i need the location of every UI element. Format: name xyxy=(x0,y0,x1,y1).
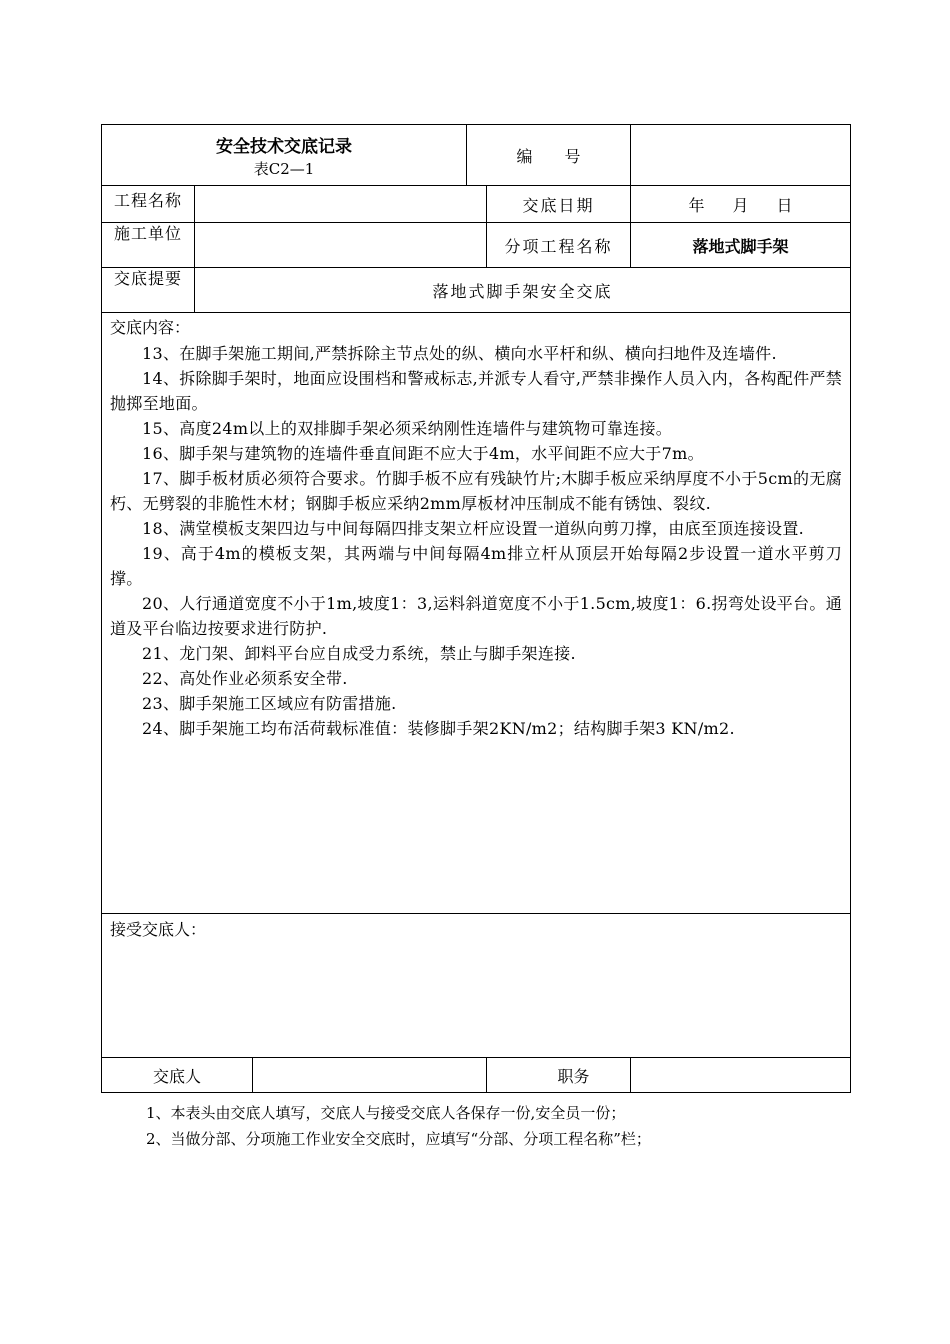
disclosure-date-label: 交底日期 xyxy=(487,186,631,223)
content-item-17: 17、脚手板材质必须符合要求。竹脚手板不应有残缺竹片;木脚手板应采纳厚度不小于5cm的无腐朽、无劈裂的非脆性木材；钢脚手板应采纳2mm厚板材冲压制成不能有锈蚀、裂纹. xyxy=(110,469,843,513)
serial-number-label-text: 编 号 xyxy=(516,146,581,166)
disclosure-content xyxy=(102,313,851,914)
content-item-24: 24、脚手架施工均布活荷载标准值：装修脚手架2KN/m2；结构脚手架3 KN/m2. xyxy=(142,719,735,738)
content-item-22: 22、高处作业必须系安全带. xyxy=(142,669,348,688)
date-year: 年 xyxy=(688,195,705,215)
form-title: 安全技术交底记录 xyxy=(216,137,353,157)
serial-number-label xyxy=(467,125,631,186)
date-day: 日 xyxy=(776,195,793,215)
summary-label-cell xyxy=(102,268,195,313)
form-title-cell xyxy=(102,125,467,186)
safety-disclosure-form xyxy=(101,124,851,1093)
subitem-value[interactable]: 落地式脚手架 xyxy=(631,223,851,268)
subitem-label: 分项工程名称 xyxy=(487,223,631,268)
content-item-15: 15、高度24m以上的双排脚手架必须采纳刚性连墙件与建筑物可靠连接。 xyxy=(142,419,673,438)
content-item-13: 13、在脚手架施工期间,严禁拆除主节点处的纵、横向水平杆和纵、横向扫地件及连墙件. xyxy=(142,344,777,363)
project-name-value[interactable] xyxy=(195,186,487,223)
position-label-text: 职务 xyxy=(557,1066,590,1086)
project-name-label: 工程名称 xyxy=(113,191,182,210)
position-value[interactable] xyxy=(631,1058,851,1093)
disclosure-date-value[interactable] xyxy=(631,186,851,223)
content-item-14: 14、拆除脚手架时，地面应设围档和警戒标志,并派专人看守,严禁非操作人员入内，各构配件严禁抛掷至地面。 xyxy=(110,369,843,413)
content-item-18: 18、满堂模板支架四边与中间每隔四排支架立杆应设置一道纵向剪刀撑，由底至顶连接设置. xyxy=(142,519,805,538)
content-item-23: 23、脚手架施工区域应有防雷措施. xyxy=(142,694,397,713)
content-heading: 交底内容： xyxy=(110,318,191,337)
discloser-label: 交底人 xyxy=(102,1058,253,1093)
content-item-20: 20、人行通道宽度不小于1m,坡度1：3,运料斜道宽度不小于1.5cm,坡度1：6.拐弯处设平台。通道及平台临边按要求进行防护. xyxy=(110,594,843,638)
constructor-label-cell xyxy=(102,223,195,268)
serial-number-value[interactable] xyxy=(631,125,851,186)
discloser-value[interactable] xyxy=(253,1058,487,1093)
project-name-label-cell xyxy=(102,186,195,223)
summary-label: 交底提要 xyxy=(113,269,182,288)
date-month: 月 xyxy=(732,195,749,215)
content-item-21: 21、龙门架、卸料平台应自成受力系统，禁止与脚手架连接. xyxy=(142,644,576,663)
form-number-code: 表C2—1 xyxy=(253,160,315,178)
receiver-label: 接受交底人： xyxy=(110,920,207,939)
form-notes xyxy=(146,1100,846,1152)
content-item-16: 16、脚手架与建筑物的连墙件垂直间距不应大于4m，水平间距不应大于7m。 xyxy=(142,444,704,463)
constructor-value[interactable] xyxy=(195,223,487,268)
summary-value[interactable]: 落地式脚手架安全交底 xyxy=(195,268,851,313)
receiver-section[interactable] xyxy=(102,914,851,1058)
position-label xyxy=(487,1058,631,1093)
note-1: 1、本表头由交底人填写，交底人与接受交底人各保存一份,安全员一份； xyxy=(146,1104,626,1122)
content-item-19: 19、高于4m的模板支架，其两端与中间每隔4m排立杆从顶层开始每隔2步设置一道水平剪刀撑。 xyxy=(110,544,843,588)
constructor-label: 施工单位 xyxy=(113,224,182,243)
note-2: 2、当做分部、分项施工作业安全交底时，应填写“分部、分项工程名称”栏； xyxy=(146,1130,651,1148)
